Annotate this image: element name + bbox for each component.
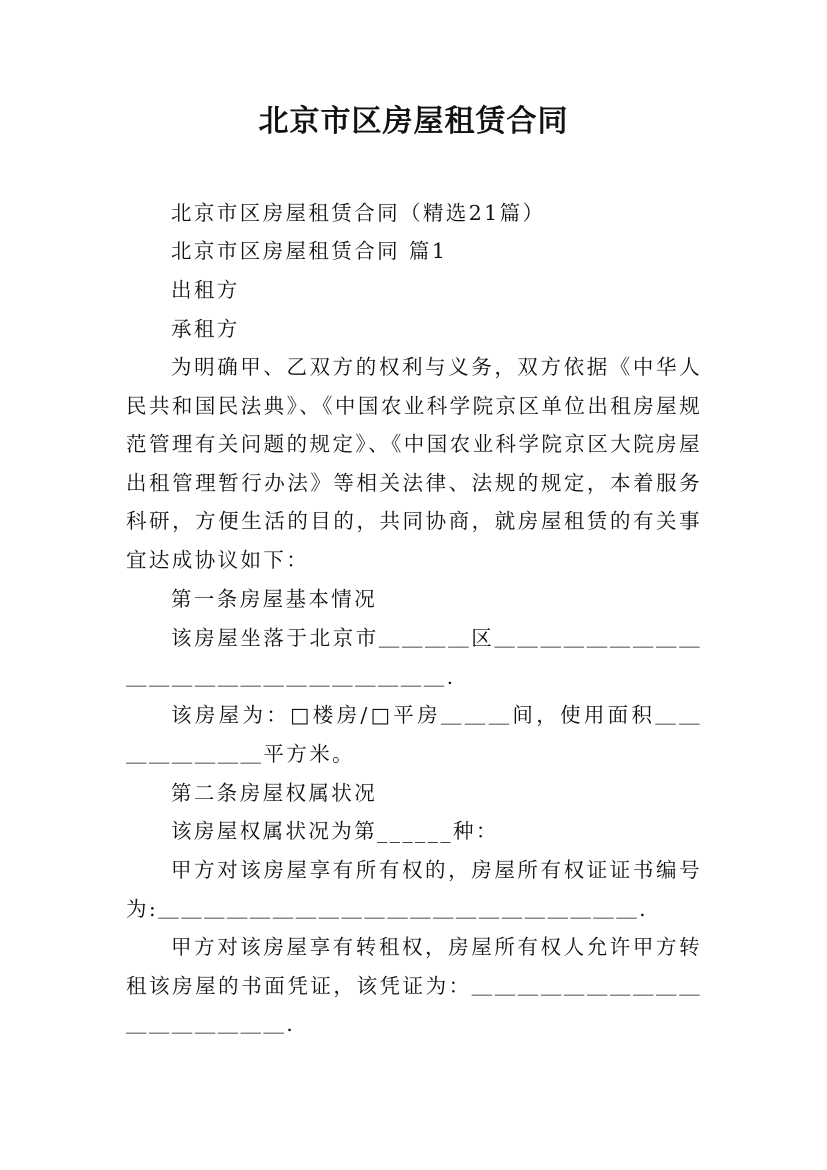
paragraph-subtitle: 北京市区房屋租赁合同（精选21篇） <box>171 201 546 225</box>
paragraph-location: 该房屋坐落于北京市＿＿＿＿区＿＿＿＿＿＿＿＿＿＿＿＿＿＿＿＿＿＿＿＿＿＿＿. <box>126 626 702 689</box>
paragraph-house-type: 该房屋为：□楼房/□平房＿＿＿间，使用面积＿＿＿＿＿＿＿＿平方米。 <box>126 703 702 766</box>
paragraph-ownership-type: 该房屋权属状况为第______种： <box>171 819 499 843</box>
paragraph-lessor: 出租方 <box>171 278 240 302</box>
paragraph-article-2-heading: 第二条房屋权属状况 <box>171 781 378 805</box>
paragraph-ownership-cert: 甲方对该房屋享有所有权的，房屋所有权证证书编号为:＿＿＿＿＿＿＿＿＿＿＿＿＿＿＿＿＿＿＿＿＿. <box>126 858 702 921</box>
paragraph-sublease-right: 甲方对该房屋享有转租权，房屋所有权人允许甲方转租该房屋的书面凭证，该凭证为：＿＿＿＿＿＿＿＿＿＿＿＿＿＿＿＿＿. <box>126 935 702 1037</box>
paragraph-preamble: 为明确甲、乙双方的权利与义务，双方依据《中华人民共和国民法典》、《中国农业科学院京区单位出租房屋规范管理有关问题的规定》、《中国农业科学院京区大院房屋出租管理暂行办法》等相关法律、法规的规定，本着服务科研，方便生活的目的，共同协商，就房屋租赁的有关事宜达成协议如下： <box>126 355 702 572</box>
paragraph-article-1-heading: 第一条房屋基本情况 <box>171 587 378 611</box>
paragraph-lessee: 承租方 <box>171 317 240 341</box>
paragraph-section-heading: 北京市区房屋租赁合同 篇1 <box>171 239 448 263</box>
document-title: 北京市区房屋租赁合同 <box>258 104 569 139</box>
